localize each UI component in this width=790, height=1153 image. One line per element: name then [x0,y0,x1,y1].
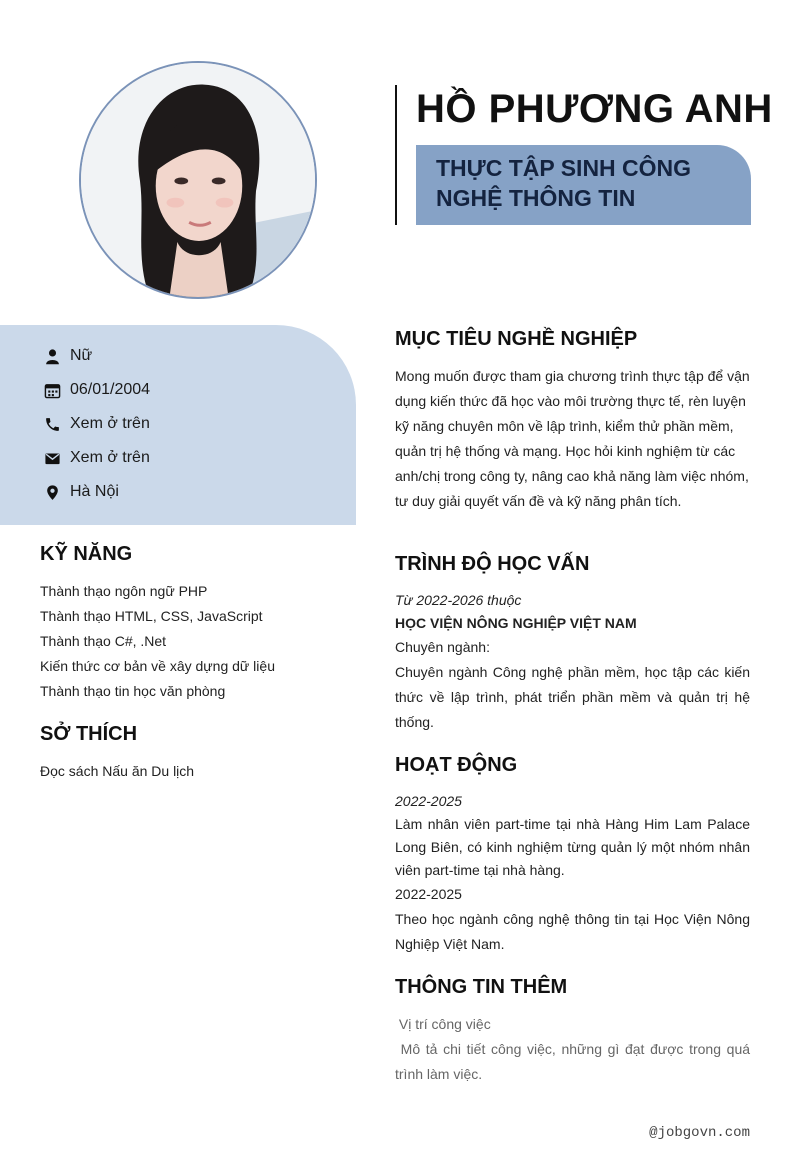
profile-photo [79,61,317,299]
hobbies-list [40,759,194,784]
contact-email [42,446,150,470]
skill-item: Thành thạo ngôn ngữ PHP [40,583,208,599]
contact-phone-value: Xem ở trên [70,415,150,432]
header-block [395,85,773,225]
education-school: HỌC VIỆN NÔNG NGHIỆP VIỆT NAM [395,615,637,631]
job-title-banner [416,145,751,225]
education-major-label: Chuyên ngành: [395,639,490,655]
candidate-name: HỒ PHƯƠNG ANH [416,87,773,131]
education-description: Chuyên ngành Công nghệ phần mềm, học tập các kiến thức về lập trình, phát triển phần mềm và quản trị hệ thống. [395,664,750,730]
contact-location-value: Hà Nội [70,483,119,500]
activity-period: 2022-2025 [395,793,462,809]
skill-item: Thành thạo HTML, CSS, JavaScript [40,608,263,624]
contact-birthday-value: 06/01/2004 [70,381,151,398]
contact-gender [42,344,92,368]
skill-item: Thành thạo C#, .Net [40,633,167,649]
skill-item: Kiến thức cơ bản về xây dựng dữ liệu [40,658,275,674]
education-period: Từ 2022-2026 thuộc [395,592,522,608]
skills-heading: KỸ NĂNG [40,543,133,565]
job-title: THỰC TẬP SINH CÔNG NGHỆ THÔNG TIN [436,155,692,211]
contact-birthday [42,378,150,402]
profile-photo-illustration [81,63,315,297]
skill-item: Thành thạo tin học văn phòng [40,683,226,699]
activity-text: Theo học ngành công nghệ thông tin tại Học Viện Nông Nghiệp Việt Nam. [395,911,750,952]
activity-period: 2022-2025 [395,886,462,902]
objective-text: Mong muốn được tham gia chương trình thực tập để vận dụng kiến thức đã học vào môi trường thực tế, rèn luyện kỹ năng chuyên môn về lập trình, kiểm thử phần mềm, quản trị hệ thống và mạng. Học hỏi kinh nghiệm từ các anh/chị trong công ty, nâng cao khả năng làm việc nhóm, tư duy giải quyết vấn đề và kỹ năng phân tích. [395,368,750,509]
extra-info-heading: THÔNG TIN THÊM [395,976,568,998]
extra-info-line: Vị trí công việc [395,1016,491,1032]
footer-watermark: @jobgovn.com [649,1125,750,1141]
person-icon [42,346,62,366]
education-heading: TRÌNH ĐỘ HỌC VẤN [395,553,590,575]
skills-list [40,579,275,704]
hobbies-heading: SỞ THÍCH [40,723,138,745]
location-pin-icon [42,482,62,502]
phone-icon [42,414,62,434]
contact-phone [42,412,150,436]
hobbies-text: Đọc sách Nấu ăn Du lịch [40,763,195,779]
calendar-icon [42,380,62,400]
activities-heading: HOẠT ĐỘNG [395,754,518,776]
objective-heading: MỤC TIÊU NGHỀ NGHIỆP [395,328,638,350]
mail-icon [42,448,62,468]
contact-location [42,480,119,504]
extra-info-line: Mô tả chi tiết công việc, những gì đạt được trong quá trình làm việc. [395,1041,754,1082]
contact-email-value: Xem ở trên [70,449,150,466]
activity-text: Làm nhân viên part-time tại nhà Hàng Him Lam Palace Long Biên, có kinh nghiệm từng quản lý một nhóm nhân viên part-time tại nhà hàng. [395,816,750,878]
contact-gender-value: Nữ [70,347,93,364]
